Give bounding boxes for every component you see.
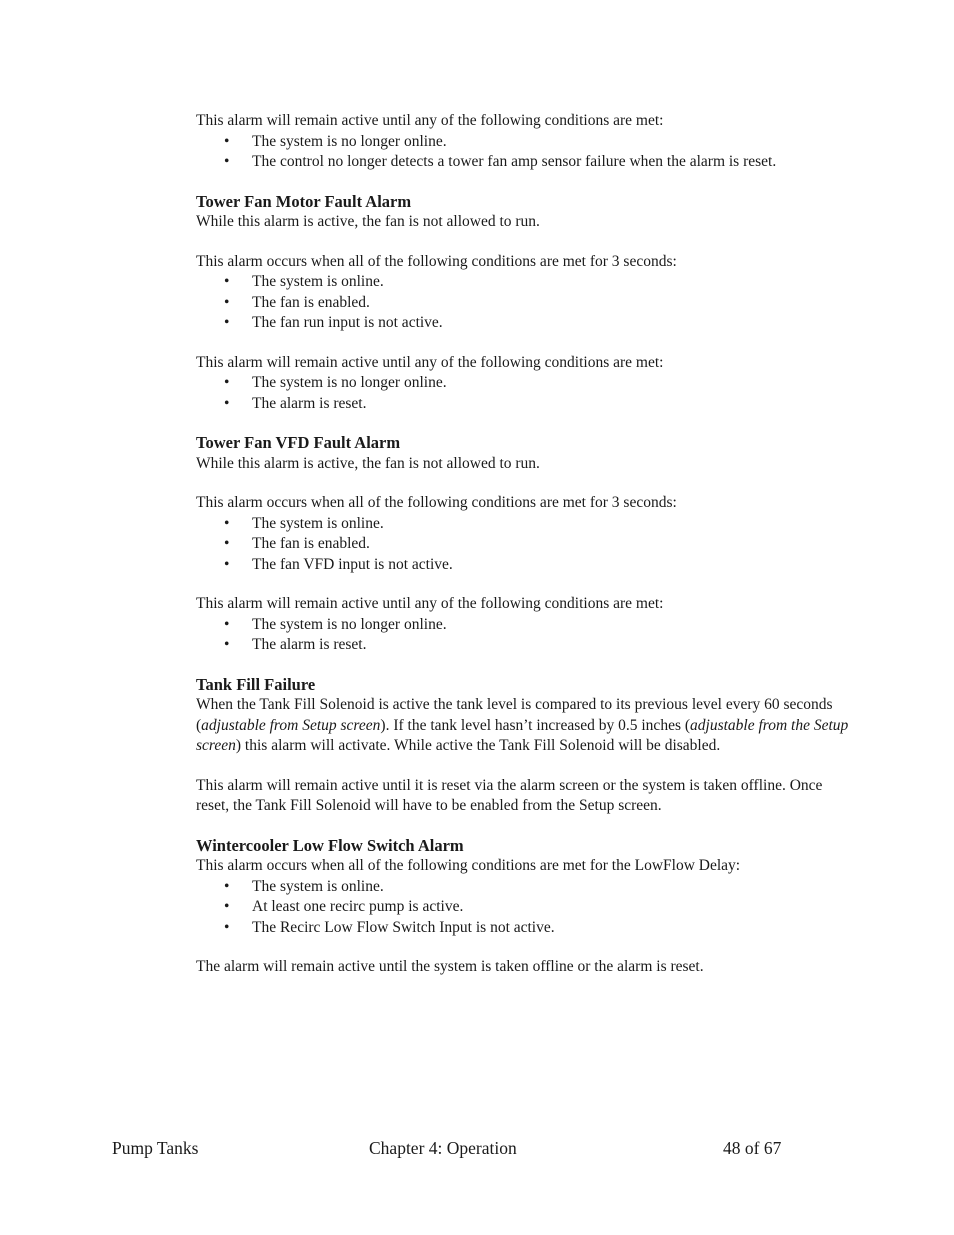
wintercooler-remains: The alarm will remain active until the system is taken offline or the alarm is reset. [196,958,704,975]
list-item: • The system is online. [196,514,856,535]
list-item: • The system is no longer online. [196,615,856,636]
vfd-fault-occurs: This alarm occurs when all of the following conditions are met for 3 seconds: [196,494,677,511]
list-item: • The alarm is reset. [196,394,856,415]
section-heading-wintercooler: Wintercooler Low Flow Switch Alarm [196,835,464,855]
list-item: • The system is no longer online. [196,373,856,394]
bullet-icon: • [224,374,230,391]
spacer [196,575,856,594]
bullet-icon: • [224,615,230,633]
motor-fault-occurs-list [196,272,856,334]
bullet-icon: • [224,514,230,532]
list-item: • The system is no longer online. [196,132,856,153]
footer-chapter: Chapter 4: Operation [369,1138,517,1158]
bullet-icon: • [224,898,230,915]
tank-fill-paragraph-1: When the Tank Fill Solenoid is active the tank level is compared to its previous level every 60 seconds (adjustable from Setup screen). If the tank level hasn’t increased by 0.5 inches (adjustable from the Setup screen) this alarm will activate. While active the Tank Fill Solenoid will be disabled. [196,696,849,754]
bullet-icon: • [224,535,230,552]
list-item: • The alarm is reset. [196,635,856,656]
motor-fault-remains-list [196,373,856,414]
list-item: • The fan is enabled. [196,293,856,314]
bullet-icon: • [224,314,230,331]
list-item: • The system is online. [196,272,856,293]
motor-fault-remains: This alarm will remain active until any of the following conditions are met: [196,353,664,371]
intro-condition: This alarm will remain active until any of the following conditions are met: [196,112,664,129]
bullet-icon: • [224,153,230,170]
motor-fault-occurs: This alarm occurs when all of the following conditions are met for 3 seconds: [196,252,677,270]
spacer [196,414,856,433]
spacer [196,938,856,957]
intro-bullet-list [196,132,856,173]
bullet-icon: • [224,394,230,412]
document-body [196,111,856,978]
list-item: • The system is online. [196,877,856,898]
spacer [196,233,856,252]
list-item: • The Recirc Low Flow Switch Input is not active. [196,918,856,939]
list-item: • The control no longer detects a tower fan amp sensor failure when the alarm is reset. [196,152,856,173]
section-heading-vfd-fault: Tower Fan VFD Fault Alarm [196,433,401,452]
tank-fill-paragraph-2: This alarm will remain active until it is reset via the alarm screen or the system is taken offline. Once reset, the Tank Fill Solenoid will have to be enabled from the Setup screen. [196,776,823,814]
list-item: • The fan run input is not active. [196,313,856,334]
footer-document-title: Pump Tanks [112,1138,199,1158]
footer-page-number: 48 of 67 [723,1138,782,1158]
spacer [196,474,856,493]
bullet-icon: • [224,877,230,895]
spacer [196,173,856,192]
italic-setup-note: adjustable from Setup screen [201,716,381,734]
vfd-fault-occurs-list [196,514,856,576]
section-heading-tank-fill: Tank Fill Failure [196,674,316,694]
motor-fault-note: While this alarm is active, the fan is not allowed to run. [196,213,540,230]
vfd-fault-remains: This alarm will remain active until any of the following conditions are met: [196,595,664,612]
spacer [196,817,856,836]
bullet-icon: • [224,555,230,573]
vfd-fault-note: While this alarm is active, the fan is not allowed to run. [196,454,540,472]
bullet-icon: • [224,636,230,653]
section-heading-motor-fault: Tower Fan Motor Fault Alarm [196,191,412,211]
list-item: • The fan VFD input is not active. [196,555,856,576]
spacer [196,656,856,675]
spacer [196,334,856,353]
bullet-icon: • [224,293,230,311]
bullet-icon: • [224,132,230,150]
italic-setup-note: adjustable from the Setup screen [196,716,849,754]
list-item: • At least one recirc pump is active. [196,897,856,918]
wintercooler-list [196,877,856,939]
list-item: • The fan is enabled. [196,534,856,555]
vfd-fault-remains-list [196,615,856,656]
wintercooler-occurs: This alarm occurs when all of the following conditions are met for the LowFlow Delay: [196,857,741,874]
bullet-icon: • [224,273,230,290]
bullet-icon: • [224,918,230,936]
spacer [196,757,856,776]
